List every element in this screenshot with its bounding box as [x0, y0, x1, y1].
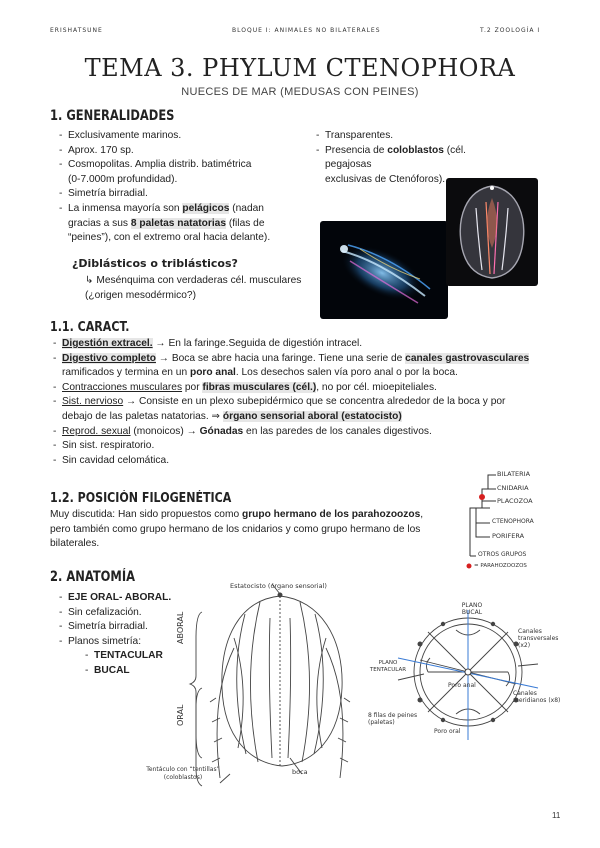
header-block: BLOQUE I: ANIMALES NO BILATERALES — [232, 27, 381, 34]
caract-list — [50, 337, 560, 468]
list-item: - Exclusivamente marinos. — [56, 129, 316, 144]
header-author: ERISHATSUNE — [50, 27, 103, 34]
page-subtitle: NUECES DE MAR (MEDUSAS CON PEINES) — [181, 86, 419, 98]
tree-label-cnidaria: CNIDARIA — [497, 484, 529, 492]
list-item: - Sist. nervioso → Consiste en un plexo subepidérmico que se concentra alrededor de la boca y por debajo de las paletas natatorias. ⇒ órgano sensorial aboral (estatocisto) — [50, 395, 560, 424]
label-canales-meridianos: Canales meridianos (x8) — [513, 690, 561, 704]
ctenophore-photo-blue — [320, 221, 448, 319]
header-course: T.2 ZOOLOGÍA I — [480, 27, 541, 34]
ctenophore-photo-dark — [446, 178, 538, 286]
tree-legend: = PARAHOZOOZOS — [474, 563, 527, 569]
list-item: - Presencia de coloblastos (cél. pegajosas exclusivas de Ctenóforos). — [313, 144, 513, 188]
list-item: - Sin sist. respiratorio. — [50, 439, 560, 454]
tree-label-ctenophora: CTENOPHORA — [492, 518, 534, 525]
label-estatocisto: Estatocisto (órgano sensorial) — [230, 582, 327, 590]
triblastic-answer: ↳ Mesénquima con verdaderas cél. musculares (¿origen mesodérmico?) — [85, 275, 302, 301]
list-item: - Transparentes. — [313, 129, 513, 144]
page-number: 11 — [552, 811, 561, 820]
list-item: - BUCAL — [82, 664, 206, 679]
label-canales-transversales: Canales transversales (x2) — [518, 628, 559, 649]
label-plano-bucal: PLANO BUCAL — [461, 602, 483, 616]
page-title: TEMA 3. PHYLUM CTENOPHORA — [84, 54, 516, 82]
section-caract-heading: 1.1. CARACT. — [50, 320, 130, 335]
list-item: - EJE ORAL- ABORAL. — [56, 591, 206, 606]
triblastic-question: ¿Diblásticos o triblásticos? — [72, 257, 238, 270]
list-item: - Sin cefalización. — [56, 606, 206, 621]
filogenetica-paragraph: Muy discutida: Han sido propuestos como grupo hermano de los parahozoozos, pero también como grupo hermano de los cnidarios y como grupo hermano de los bilaterales. — [50, 509, 424, 550]
label-aboral: ABORAL — [176, 611, 185, 644]
list-item: - Cosmopolitas. Amplia distrib. batimétrica (0-7.000m profundidad). — [56, 158, 316, 187]
list-item: - Digestión extracel. → En la faringe.Seguida de digestión intracel. — [50, 337, 560, 352]
list-item: - Planos simetría: — [56, 635, 206, 650]
phylogenetic-tree — [460, 463, 560, 578]
cross-section-diagram — [368, 600, 568, 750]
label-poro-anal: Poro anal — [448, 682, 476, 689]
list-item: - Aprox. 170 sp. — [56, 144, 316, 159]
list-item: - Contracciones musculares por fibras musculares (cél.), no por cél. mioepiteliales. — [50, 381, 560, 396]
tree-label-placozoa: PLACOZOA — [497, 497, 533, 505]
list-item: - Digestivo completo → Boca se abre hacia una faringe. Tiene una serie de canales gastrovasculares ramificados y termina en un poro anal. Los desechos salen vía poro anal o por la boca. — [50, 352, 560, 381]
section-anatomia-heading: 2. ANATOMÍA — [50, 569, 136, 585]
tree-label-porifera: PORIFERA — [492, 532, 525, 540]
anatomy-diagram — [146, 578, 370, 800]
label-poro-oral: Poro oral — [434, 728, 461, 735]
list-item: - Simetría birradial. — [56, 187, 316, 202]
generalidades-left-list — [56, 129, 316, 246]
list-item: - La inmensa mayoría son pelágicos (nadan gracias a sus 8 paletas natatorias (filas de “peines”), con el extremo oral hacia delante). — [56, 202, 316, 246]
label-plano-tentacular: PLANO TENTACULAR — [369, 660, 407, 673]
section-generalidades-heading: 1. GENERALIDADES — [50, 108, 175, 124]
label-boca: boca — [292, 768, 308, 776]
list-item: - TENTACULAR — [82, 649, 206, 664]
section-filogenetica-heading: 1.2. POSICIÓN FILOGENÉTICA — [50, 491, 232, 506]
tree-label-otros: OTROS GRUPOS — [478, 551, 527, 558]
label-tentaculo: Tentáculo con “tentillas” (coloblastos) — [146, 766, 220, 781]
list-item: - Simetría birradial. — [56, 620, 206, 635]
label-filas-peines: 8 filas de peines (paletas) — [368, 712, 418, 726]
list-item: - Sin cavidad celomática. — [50, 454, 560, 469]
list-item: - Reprod. sexual (monoicos) → Gónadas en las paredes de los canales digestivos. — [50, 425, 560, 440]
tree-label-bilateria: BILATERIA — [497, 470, 531, 478]
label-oral: ORAL — [176, 704, 185, 726]
